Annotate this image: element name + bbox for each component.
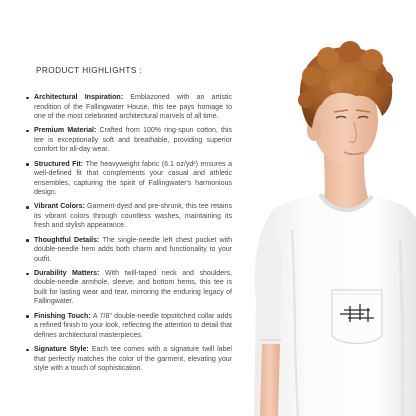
highlight-title: Structured Fit: [34,160,86,168]
highlights-list [26,93,232,378]
bullet-icon [26,239,29,242]
highlight-text: A 7/8" double-needle topstitched collar adds a refined finish to your look, reflecting the attention to detail that defines architectural masterpieces. [34,312,232,339]
highlight-durability-matters [26,269,232,307]
highlight-text: Garment-dyed and pre-shrunk, this tee retains its vibrant colors through countless washes, maintaining its fresh and stylish appearance. [34,203,232,230]
model-illustration [232,0,416,416]
highlight-text: Crafted from 100% ring-spun cotton, this tee is exceptionally soft and breathable, providing superior comfort for all-day wear. [34,127,232,154]
bullet-icon [26,130,29,133]
bullet-icon [26,349,29,352]
highlight-title: Finishing Touch: [34,312,93,320]
highlight-title: Premium Material: [34,127,100,135]
highlights-heading: PRODUCT HIGHLIGHTS : [36,66,143,75]
highlight-text: Emblazoned with an artistic rendition of the Fallingwater House, this tee pays homage to one of the most celebrated architectural marvels of all time. [34,94,233,120]
highlight-vibrant-colors [26,202,232,231]
tshirt-pocket [332,290,382,344]
highlight-text: The single-needle left chest pocket with double-needle hem adds both charm and functionality to your outfit. [34,236,233,263]
highlight-structured-fit [26,160,232,198]
highlight-title: Signature Style: [34,346,92,354]
highlight-thoughtful-details [26,236,232,265]
bullet-icon [26,206,29,209]
highlight-title: Architectural Inspiration: [34,94,131,101]
highlight-title: Vibrant Colors: [34,203,88,211]
highlight-signature-style [26,345,232,374]
model-arm [260,344,280,416]
model-photo [232,0,416,416]
highlight-text: With twill-taped neck and shoulders, double-needle armhole, sleeve, and bottom hems, this tee is built for lasting wear and tear, mirroring the enduring legacy of Fallingwater. [34,269,232,306]
bullet-icon [26,163,29,166]
bullet-icon [26,315,29,318]
highlight-title: Durability Matters: [34,269,105,277]
highlight-text: The heavyweight fabric (6.1 oz/yd²) ensures a well-defined fit that complements your casual and athletic ensembles, capturing the spirit of Fallingwater's harmonious design. [34,160,232,197]
highlight-finishing-touch [26,312,232,341]
bullet-icon [26,273,29,276]
bullet-icon [26,97,29,100]
highlight-architectural-inspiration [26,93,232,122]
highlight-text: Each tee comes with a signature twill label that perfectly matches the color of the garment, elevating your style with a touch of sophistication. [34,346,232,373]
highlight-premium-material [26,126,232,155]
highlight-title: Thoughtful Details: [34,236,103,244]
